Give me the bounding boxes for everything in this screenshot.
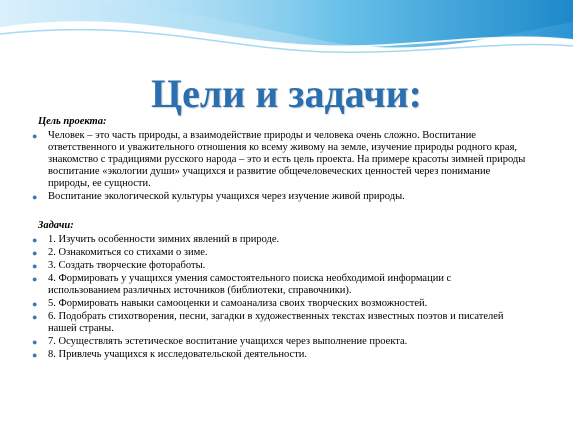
bullet-dot-icon: ● (32, 261, 38, 271)
list-item: ● 8. Привлечь учащихся к исследовательской деятельности. (32, 349, 308, 360)
list-item: ● 5. Формировать навыки самооценки и самоанализа своих творческих возможностей. (32, 298, 428, 309)
list-item: ● Человек – это часть природы, а взаимодействие природы и человека очень сложно. Воспитание ответственного и уважительного отношения ко всему живому на земле, изучение природы родного края, знакомство с традициями русского народа – это и есть цель проекта. На примере красоты зимней природы воспитание «экологии души» учащихся и развитие общечеловеческих ценностей через понимание природы, ее сущности. (32, 130, 526, 189)
list-item: ● 3. Создать творческие фоторaботы. (32, 260, 206, 271)
list-item: ● 2. Ознакомиться со стихами о зиме. (32, 247, 208, 258)
list-item: ● 1. Изучить особенности зимних явлений в природе. (32, 234, 280, 245)
list-item: ● Воспитание экологической культуры учащихся через изучение живой природы. (32, 191, 405, 202)
bullet-dot-icon: ● (32, 299, 38, 309)
bullet-dot-icon: ● (32, 235, 38, 245)
bullet-dot-icon: ● (32, 274, 38, 284)
list-item: ● 4. Формировать у учащихся умения самостоятельного поиска необходимой информации с использованием различных источников (библиотеки, справочники). (32, 273, 452, 296)
goal-heading: Цель проекта: (38, 116, 107, 127)
bullet-dot-icon: ● (32, 337, 38, 347)
slide-content (26, 116, 526, 362)
decorative-wave-header (0, 0, 573, 70)
list-item: ● 6. Подобрать стихотворения, песни, загадки в художественных текстах известных поэтов и писателей нашей страны. (32, 311, 504, 334)
bullet-dot-icon: ● (32, 312, 38, 322)
bullet-dot-icon: ● (32, 248, 38, 258)
list-item: ● 7. Осуществлять эстетическое воспитание учащихся через выполнение проекта. (32, 336, 408, 347)
tasks-heading: Задачи: (38, 220, 74, 231)
slide-title: Цели и задачи: (150, 71, 423, 116)
bullet-dot-icon: ● (32, 350, 38, 360)
bullet-dot-icon: ● (32, 131, 38, 141)
bullet-dot-icon: ● (32, 192, 38, 202)
tasks-list (26, 234, 526, 361)
goal-list (26, 130, 526, 203)
